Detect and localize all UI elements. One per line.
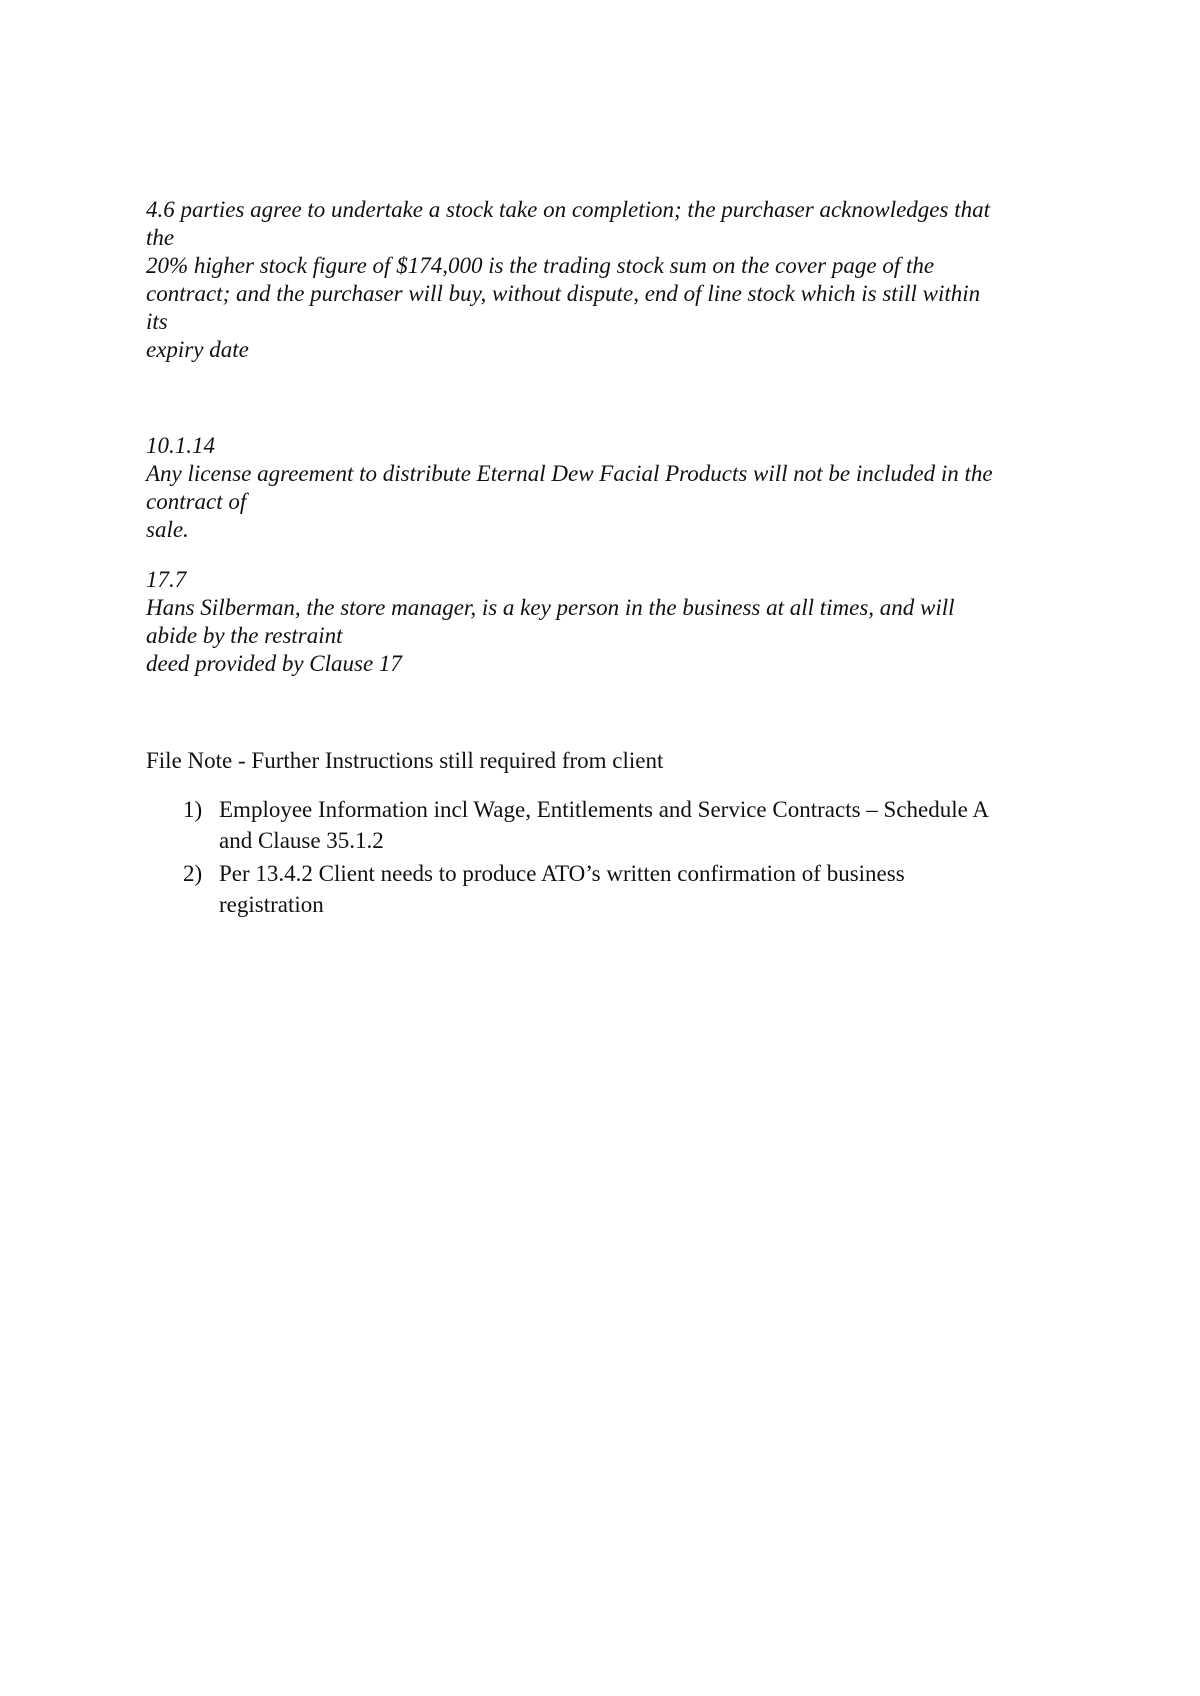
clause-17-7-line: Hans Silberman, the store manager, is a key person in the business at all times, and will [146,595,955,620]
list-item-number: 2) [183,861,203,886]
clause-4-6-line: 20% higher stock figure of $174,000 is the trading stock sum on the cover page of the [146,253,935,278]
clause-10-1-14-line: Any license agreement to distribute Eternal Dew Facial Products will not be included in the [146,461,993,486]
clause-4-6-line: contract; and the purchaser will buy, without dispute, end of line stock which is still within [146,281,981,306]
file-note-heading: File Note - Further Instructions still required from client [146,748,664,773]
list-item-text: Per 13.4.2 Client needs to produce ATO’s written confirmation of business [219,861,905,886]
list-item-text: registration [219,892,324,917]
clause-4-6-line: 4.6 parties agree to undertake a stock take on completion; the purchaser acknowledges that [146,197,990,222]
clause-17-7-line: abide by the restraint [146,623,343,648]
list-item-number: 1) [183,797,203,822]
clause-number: 17.7 [146,567,187,592]
clause-number: 10.1.14 [146,433,215,458]
clause-17-7-line: deed provided by Clause 17 [146,651,402,676]
list-item-text: Employee Information incl Wage, Entitlements and Service Contracts – Schedule A [219,797,989,822]
clause-4-6-line: expiry date [146,337,249,362]
clause-10-1-14-line: sale. [146,517,189,542]
clause-4-6-line: its [146,309,168,334]
clause-10-1-14-line: contract of [146,489,247,514]
list-item-text: and Clause 35.1.2 [219,828,384,853]
clause-4-6-line: the [146,225,175,250]
